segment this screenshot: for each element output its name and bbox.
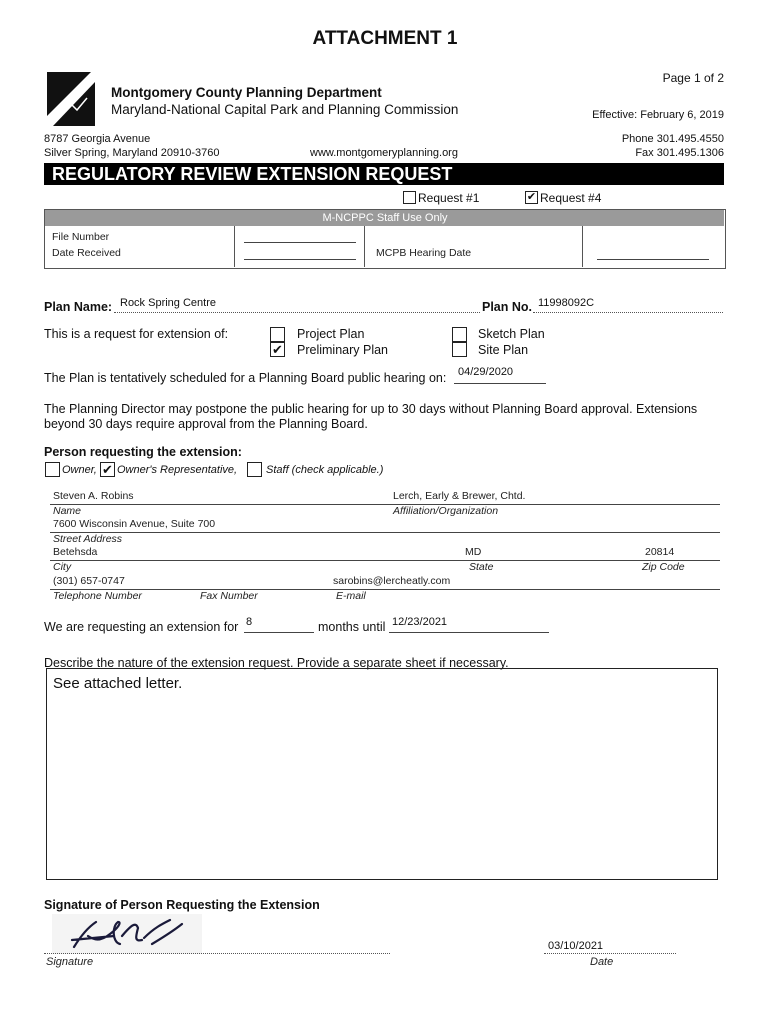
website-link[interactable]: www.montgomeryplanning.org [310, 147, 458, 159]
zip-label: Zip Code [642, 561, 685, 573]
affiliation-value: Lerch, Early & Brewer, Chtd. [393, 490, 526, 502]
hearing-text: The Plan is tentatively scheduled for a Planning Board public hearing on: [44, 371, 447, 385]
preliminary-plan-label: Preliminary Plan [297, 343, 389, 357]
staff-box-divider-3 [582, 226, 583, 267]
date-received-label: Date Received [52, 247, 121, 259]
email-value: sarobins@lercheatly.com [333, 575, 451, 587]
until-date-value: 12/23/2021 [392, 616, 448, 628]
phone-value: (301) 657-0747 [53, 575, 125, 587]
plan-number-value: 11998092C [538, 297, 595, 309]
zip-value: 20814 [645, 546, 675, 558]
months-field[interactable] [244, 617, 314, 633]
director-text-line-2: beyond 30 days require approval from the Planning Board. [44, 417, 368, 431]
email-label: E-mail [336, 590, 366, 602]
plan-number-label: Plan No. [482, 300, 533, 314]
fax-label: Fax Number [200, 590, 258, 602]
handwritten-signature [52, 914, 202, 954]
staff-box-divider-1 [234, 226, 235, 267]
name-field[interactable] [50, 503, 720, 505]
planning-logo-icon [43, 68, 103, 126]
phone-field[interactable] [50, 588, 720, 590]
address-line-2: Silver Spring, Maryland 20910-3760 [44, 147, 220, 159]
date-field[interactable] [544, 952, 676, 954]
fax-number: Fax 301.495.1306 [635, 147, 724, 159]
site-plan-checkbox[interactable] [452, 342, 467, 357]
extension-text-mid: months until [318, 620, 386, 634]
request-4-label: Request #4 [540, 191, 602, 205]
name-value: Steven A. Robins [53, 490, 134, 502]
city-field[interactable] [50, 559, 720, 561]
mcpb-hearing-label: MCPB Hearing Date [376, 247, 472, 259]
sketch-plan-label: Sketch Plan [478, 327, 545, 341]
page-number: Page 1 of 2 [662, 71, 724, 85]
description-prompt: Describe the nature of the extension request. Provide a separate sheet if necessary. [44, 656, 509, 670]
signature-label: Signature [46, 956, 94, 968]
sketch-plan-checkbox[interactable] [452, 327, 467, 342]
date-value: 03/10/2021 [548, 940, 604, 952]
request-type-label: This is a request for extension of: [44, 327, 229, 341]
plan-name-label: Plan Name: [44, 300, 113, 314]
effective-date: Effective: February 6, 2019 [592, 109, 724, 121]
form-title: REGULATORY REVIEW EXTENSION REQUEST [52, 164, 453, 184]
requester-heading: Person requesting the extension: [44, 445, 242, 459]
name-label: Name [53, 505, 82, 517]
director-text-line-1: The Planning Director may postpone the public hearing for up to 30 days without Planning Board approval. Extensions [44, 402, 698, 416]
staff-box-divider-2 [364, 226, 365, 267]
affiliation-label: Affiliation/Organization [393, 505, 499, 517]
street-label: Street Address [53, 533, 123, 545]
mcpb-hearing-field[interactable] [597, 247, 709, 260]
city-label: City [53, 561, 72, 573]
department-name: Montgomery County Planning Department [111, 85, 382, 100]
request-4-checkbox[interactable]: ✔ [526, 191, 537, 203]
city-value: Betehsda [53, 546, 98, 558]
street-field[interactable] [50, 531, 720, 533]
project-plan-checkbox[interactable] [270, 327, 285, 342]
owners-rep-label: Owner's Representative, [117, 464, 238, 476]
preliminary-plan-checkbox[interactable]: ✔ [270, 342, 285, 357]
staff-label: Staff (check applicable.) [266, 464, 384, 476]
plan-name-value: Rock Spring Centre [120, 297, 216, 309]
staff-checkbox[interactable] [247, 462, 262, 477]
extension-text-before: We are requesting an extension for [44, 620, 239, 634]
file-number-label: File Number [52, 231, 110, 243]
state-label: State [469, 561, 494, 573]
phone-number: Phone 301.495.4550 [621, 133, 724, 145]
request-1-label: Request #1 [418, 191, 480, 205]
state-value: MD [465, 546, 482, 558]
attachment-title: ATTACHMENT 1 [312, 28, 458, 49]
staff-use-header: M-NCPPC Staff Use Only [322, 212, 448, 224]
owner-label: Owner, [62, 464, 97, 476]
commission-name: Maryland-National Capital Park and Planning Commission [111, 102, 459, 117]
date-received-field[interactable] [244, 247, 356, 260]
site-plan-label: Site Plan [478, 343, 529, 357]
signature-field[interactable] [44, 952, 390, 954]
request-1-checkbox[interactable] [403, 191, 416, 204]
phone-label: Telephone Number [53, 590, 142, 602]
months-value: 8 [246, 616, 253, 628]
project-plan-label: Project Plan [297, 327, 365, 341]
signature-heading: Signature of Person Requesting the Extension [44, 898, 320, 912]
hearing-date-value: 04/29/2020 [458, 366, 514, 378]
owners-rep-checkbox[interactable]: ✔ [100, 462, 115, 477]
owner-checkbox[interactable] [45, 462, 60, 477]
address-line-1: 8787 Georgia Avenue [44, 133, 151, 145]
date-label: Date [590, 956, 614, 968]
description-text: See attached letter. [53, 675, 183, 692]
street-value: 7600 Wisconsin Avenue, Suite 700 [53, 518, 216, 530]
description-textarea[interactable] [46, 668, 718, 880]
file-number-field[interactable] [244, 230, 356, 243]
